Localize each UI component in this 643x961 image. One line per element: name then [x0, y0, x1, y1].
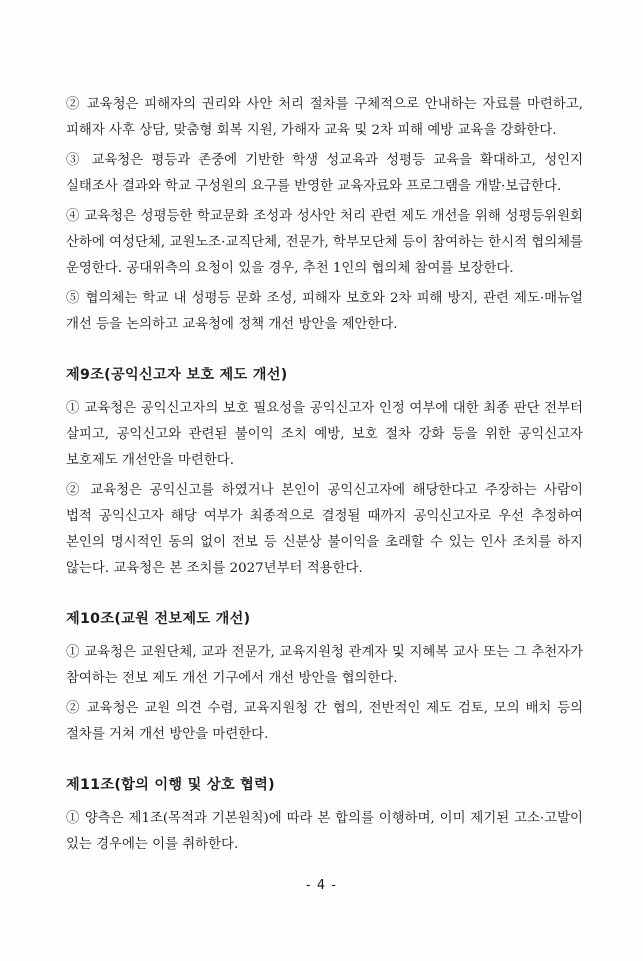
- article10-paragraph-2: ② 교육청은 교원 의견 수렴, 교육지원청 간 협의, 전반적인 제도 검토, 모의 배치 등의 절차를 거쳐 개선 방안을 마련한다.: [66, 701, 583, 742]
- article8-paragraph-5: ⑤ 협의체는 학교 내 성평등 문화 조성, 피해자 보호와 2차 피해 방지, 관련 제도·매뉴얼 개선 등을 논의하고 교육청에 정책 개선 방안을 제안한다.: [66, 291, 583, 332]
- article9-heading: 제9조(공익신고자 보호 제도 개선): [66, 367, 288, 383]
- article11-heading: 제11조(합의 이행 및 상호 협력): [66, 777, 275, 793]
- article10-heading: 제10조(교원 전보제도 개선): [66, 611, 251, 627]
- article11-paragraph-1: ① 양측은 제1조(목적과 기본원칙)에 따라 본 합의를 이행하며, 이미 제기된 고소·고발이 있는 경우에는 이를 취하한다.: [66, 811, 583, 852]
- article9-paragraph-2: ② 교육청은 공익신고를 하였거나 본인이 공익신고자에 해당한다고 주장하는 사람이 법적 공익신고자 해당 여부가 최종적으로 결정될 때까지 공익신고자로 우선 추정하여 본인의 명시적인 동의 없이 전보 등 신분상 불이익을 초래할 수 있는 인사 조치를 하지 않는다. 교육청은 본 조치를 2027년부터 적용한다.: [66, 483, 583, 576]
- article9-paragraph-1: ① 교육청은 공익신고자의 보호 필요성을 공익신고자 인정 여부에 대한 최종 판단 전부터 살피고, 공익신고와 관련된 불이익 조치 예방, 보호 절차 강화 등을 위한 공익신고자 보호제도 개선안을 마련한다.: [66, 401, 583, 468]
- article8-paragraph-3: ③ 교육청은 평등과 존중에 기반한 학생 성교육과 성평등 교육을 확대하고, 성인지 실태조사 결과와 학교 구성원의 요구를 반영한 교육자료와 프로그램을 개발·보급한다.: [66, 153, 583, 194]
- article8-paragraph-2: ② 교육청은 피해자의 권리와 사안 처리 절차를 구체적으로 안내하는 자료를 마련하고, 피해자 사후 상담, 맞춤형 회복 지원, 가해자 교육 및 2차 피해 예방 교육을 강화한다.: [66, 97, 583, 138]
- article10-paragraph-1: ① 교육청은 교원단체, 교과 전문가, 교육지원청 관계자 및 지혜복 교사 또는 그 추천자가 참여하는 전보 제도 개선 기구에서 개선 방안을 협의한다.: [66, 645, 583, 686]
- page-number: - 4 -: [306, 878, 337, 893]
- article8-paragraph-4: ④ 교육청은 성평등한 학교문화 조성과 성사안 처리 관련 제도 개선을 위해 성평등위원회 산하에 여성단체, 교원노조·교직단체, 전문가, 학부모단체 등이 참여하는 한시적 협의체를 운영한다. 공대위측의 요청이 있을 경우, 추천 1인의 협의체 참여를 보장한다.: [66, 209, 583, 276]
